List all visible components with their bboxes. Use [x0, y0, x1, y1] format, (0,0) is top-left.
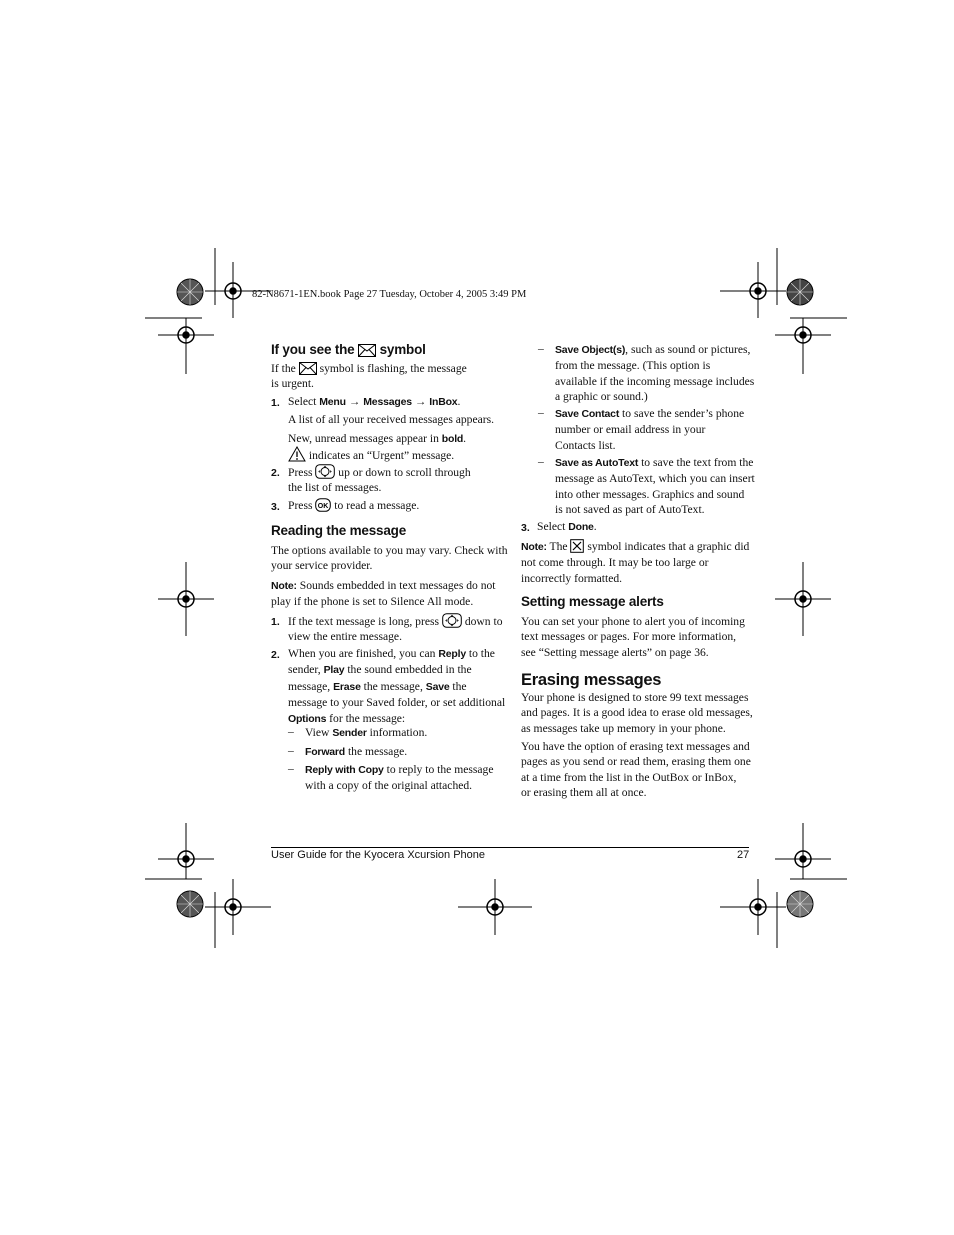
bullet-reply-with-copy: Reply with Copy to reply to the message with a copy of the original attached.	[305, 763, 494, 793]
erasing-paragraph-1: Your phone is designed to store 99 text messages and pages. It is a good idea to erase old messages, as messages take up memory in your phone.	[521, 691, 753, 735]
step-long-message: If the text message is long, press down to view the entire message.	[288, 615, 503, 644]
bullet-save-objects: Save Object(s), such as sound or pictures, from the message. (This option is available if the incoming message includes a graphic or sound.)	[555, 343, 755, 404]
step-number: 1.	[271, 397, 280, 409]
step-select-inbox: Select Menu → Messages → InBox.	[288, 395, 461, 408]
urgent-indicator-text: indicates an “Urgent” message.	[288, 446, 454, 463]
note-graphic: Note: The symbol indicates that a graphic did not come through. It may be too large or incorrectly formatted.	[521, 540, 750, 585]
warning-icon	[288, 446, 306, 462]
alerts-paragraph: You can set your phone to alert you of incoming text messages or pages. For more information, see “Setting message alerts” on page 36.	[521, 615, 745, 659]
nav-key-icon	[442, 613, 462, 628]
step-number: 2.	[271, 649, 280, 661]
bullet-dash: –	[288, 762, 294, 775]
envelope-icon	[358, 344, 376, 357]
urgent-paragraph: If the symbol is flashing, the message is urgent.	[271, 362, 467, 391]
list-appears-text: A list of all your received messages appears.	[288, 413, 495, 426]
step-number: 1.	[271, 616, 280, 628]
bullet-save-autotext: Save as AutoText to save the text from the message as AutoText, which you can insert into other messages. Graphics and sound is not saved as part of AutoText.	[555, 456, 755, 517]
step-read: Press OK to read a message.	[288, 499, 420, 512]
section-title-erasing: Erasing messages	[521, 671, 662, 689]
step-number: 3.	[521, 522, 530, 534]
bullet-dash: –	[538, 455, 544, 468]
footer-title: User Guide for the Kyocera Xcursion Phone	[271, 849, 486, 861]
nav-key-icon	[315, 464, 335, 479]
bullet-save-contact: Save Contact to save the sender’s phone number or email address in your Contacts list.	[555, 407, 745, 452]
footer-rule	[271, 847, 749, 848]
step-number: 3.	[271, 501, 280, 513]
step-finished: When you are finished, you can Reply to the sender, Play the sound embedded in the message, Erase the message, Save the message to your Saved folder, or set additional Options for the message:	[288, 647, 506, 725]
step-select-done: Select Done.	[537, 520, 597, 533]
note-sounds: Note: Sounds embedded in text messages do not play if the phone is set to Silence All mode.	[271, 579, 496, 609]
file-info-header: 82-N8671-1EN.book Page 27 Tuesday, October 4, 2005 3:49 PM	[252, 289, 527, 300]
broken-graphic-icon	[570, 539, 584, 553]
bullet-forward: Forward the message.	[305, 745, 408, 758]
erasing-paragraph-2: You have the option of erasing text messages and pages as you send or read them, erasing them one at a time from the list in the OutBox or InBox, or erasing them all at once.	[521, 740, 751, 800]
step-number: 2.	[271, 467, 280, 479]
unread-bold-text: New, unread messages appear in bold.	[288, 432, 467, 445]
envelope-icon	[299, 362, 317, 375]
bullet-dash: –	[288, 744, 294, 757]
options-paragraph: The options available to you may vary. Check with your service provider.	[271, 544, 508, 573]
svg-text:OK: OK	[318, 503, 329, 510]
step-scroll: Press up or down to scroll through the list of messages.	[288, 466, 471, 495]
bullet-view-sender: View Sender information.	[305, 726, 428, 739]
page-number: 27	[737, 849, 750, 861]
bullet-dash: –	[538, 406, 544, 419]
ok-key-icon	[315, 498, 331, 512]
section-title-urgent: If you see the symbol	[271, 342, 426, 357]
section-title-alerts: Setting message alerts	[521, 594, 664, 609]
bullet-dash: –	[538, 342, 544, 355]
bullet-dash: –	[288, 725, 294, 738]
section-title-reading: Reading the message	[271, 523, 406, 538]
